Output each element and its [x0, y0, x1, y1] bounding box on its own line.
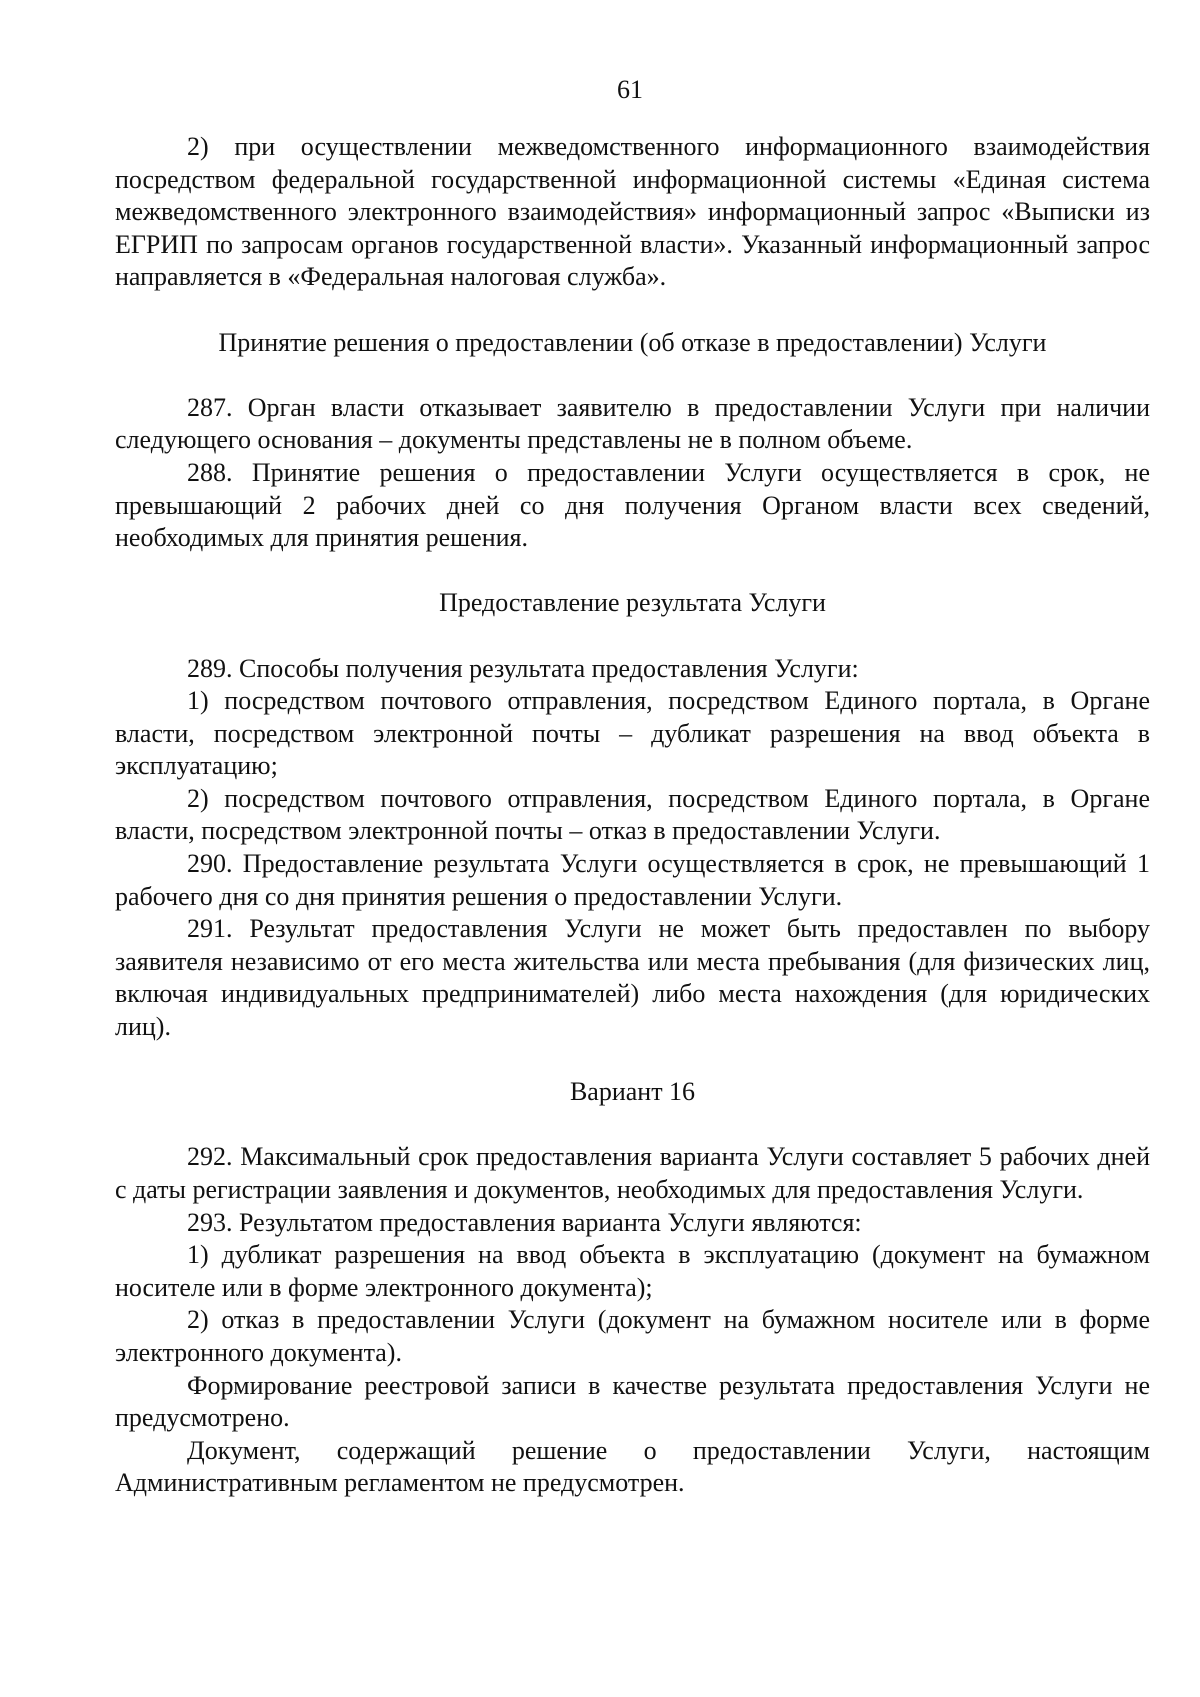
paragraph-288: 288. Принятие решения о предоставлении Услуги осуществляется в срок, не превышающий 2 рабочих дней со дня получения Органом власти всех сведений, необходимых для принятия решения.: [115, 457, 1150, 553]
paragraph-289: 289. Способы получения результата предоставления Услуги:: [187, 653, 859, 683]
paragraph-registry-record: Формирование реестровой записи в качестве результата предоставления Услуги не предусмотрено.: [115, 1370, 1150, 1433]
section-heading-variant-16: Вариант 16: [569, 1077, 696, 1107]
paragraph-289-item-1: 1) посредством почтового отправления, посредством Единого портала, в Органе власти, посредством электронной почты – дубликат разрешения на ввод объекта в эксплуатацию;: [115, 686, 1150, 781]
paragraph-decision-document: Документ, содержащий решение о предоставлении Услуги, настоящим Административным регламентом не предусмотрен.: [115, 1435, 1150, 1498]
paragraph-intermediate-request: 2) при осуществлении межведомственного информационного взаимодействия посредством федеральной государственной информационной системы «Единая система межведомственного электронного взаимодействия» информационный запрос «Выписки из ЕГРИП по запросам органов государственной власти». Указанный информационный запрос направляется в «Федеральная налоговая служба».: [115, 132, 1150, 292]
section-heading-decision: Принятие решения о предоставлении (об отказе в предоставлении) Услуги: [218, 327, 1047, 357]
paragraph-289-item-2: 2) посредством почтового отправления, посредством Единого портала, в Органе власти, посредством электронной почты – отказ в предоставлении Услуги.: [115, 783, 1150, 846]
paragraph-292: 292. Максимальный срок предоставления варианта Услуги составляет 5 рабочих дней с даты регистрации заявления и документов, необходимых для предоставления Услуги.: [115, 1142, 1150, 1204]
paragraph-290: 290. Предоставление результата Услуги осуществляется в срок, не превышающий 1 рабочего дня со дня принятия решения о предоставлении Услуги.: [115, 849, 1150, 911]
paragraph-293-item-2: 2) отказ в предоставлении Услуги (документ на бумажном носителе или в форме электронного документа).: [115, 1305, 1150, 1367]
document-body: [115, 131, 1150, 1500]
paragraph-287: 287. Орган власти отказывает заявителю в предоставлении Услуги при наличии следующего основания – документы представлены не в полном объеме.: [115, 392, 1150, 455]
page-number: 61: [617, 75, 643, 104]
section-heading-result: Предоставление результата Услуги: [439, 588, 826, 618]
paragraph-293: 293. Результатом предоставления варианта Услуги являются:: [187, 1207, 862, 1237]
paragraph-293-item-1: 1) дубликат разрешения на ввод объекта в эксплуатацию (документ на бумажном носителе или в форме электронного документа);: [115, 1240, 1150, 1302]
paragraph-291: 291. Результат предоставления Услуги не может быть предоставлен по выбору заявителя независимо от его места жительства или места пребывания (для физических лиц, включая индивидуальных предпринимателей) либо места нахождения (для юридических лиц).: [115, 914, 1150, 1042]
